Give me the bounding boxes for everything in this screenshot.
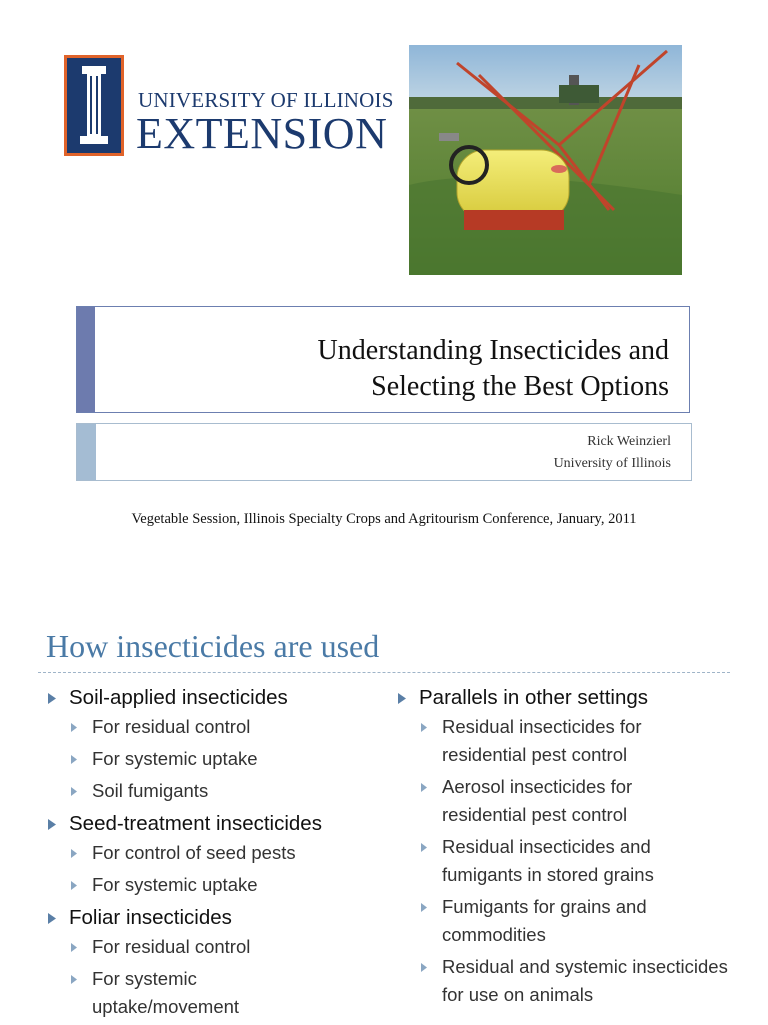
university-logo — [64, 52, 394, 162]
author-name: Rick Weinzierl — [587, 434, 671, 449]
title-box — [76, 306, 690, 413]
subtitle-accent-bar — [77, 424, 96, 480]
triangle-bullet-icon — [48, 809, 60, 839]
bullet-level2: Residual insecticides for residential pest control — [396, 713, 682, 769]
bullet-level2: Soil fumigants — [46, 777, 376, 805]
triangle-bullet-icon — [71, 777, 83, 805]
title-accent-bar — [77, 307, 95, 412]
slide-title-line2: Selecting the Best Options — [371, 371, 669, 402]
slide-title — [318, 333, 669, 405]
slide-title-line1: Understanding Insecticides and — [317, 335, 669, 366]
triangle-bullet-icon — [48, 683, 60, 713]
bullet-level2: Residual insecticides and fumigants in stored grains — [396, 833, 682, 889]
triangle-bullet-icon — [71, 965, 83, 1021]
bullet-group — [46, 903, 376, 1021]
triangle-bullet-icon — [421, 953, 433, 1009]
triangle-bullet-icon — [71, 839, 83, 867]
title-divider — [38, 672, 730, 673]
triangle-bullet-icon — [71, 933, 83, 961]
bullet-level2: For systemic uptake/movement — [46, 965, 292, 1021]
triangle-bullet-icon — [398, 683, 410, 713]
bullet-level2: Fumigants for grains and commodities — [396, 893, 682, 949]
conference-line: Vegetable Session, Illinois Specialty Crops and Agritourism Conference, January, 2011 — [131, 511, 637, 527]
bullet-level2: For residual control — [46, 933, 376, 961]
triangle-bullet-icon — [421, 773, 433, 829]
subtitle-box — [76, 423, 692, 481]
right-column — [396, 683, 736, 1013]
logo-university-text: UNIVERSITY OF ILLINOIS — [138, 88, 394, 112]
bullet-level2: For control of seed pests — [46, 839, 376, 867]
triangle-bullet-icon — [421, 893, 433, 949]
author-block — [554, 431, 671, 475]
triangle-bullet-icon — [71, 745, 83, 773]
bullet-level1: Soil-applied insecticides — [46, 683, 376, 713]
triangle-bullet-icon — [421, 713, 433, 769]
bullet-level2: For residual control — [46, 713, 376, 741]
crop-sprayer-photo — [409, 45, 682, 275]
content-slide — [0, 576, 768, 1024]
logo-extension-text: EXTENSION — [136, 109, 388, 158]
block-i-icon — [64, 55, 124, 156]
author-affiliation: University of Illinois — [553, 456, 671, 471]
bullet-level1: Parallels in other settings — [396, 683, 736, 713]
bullet-level2: Aerosol insecticides for residential pest control — [396, 773, 682, 829]
slide2-title: How insecticides are used — [46, 628, 380, 664]
bullet-group — [396, 683, 736, 1009]
triangle-bullet-icon — [71, 713, 83, 741]
bullet-level1: Foliar insecticides — [46, 903, 376, 933]
bullet-level2: For systemic uptake — [46, 871, 376, 899]
bullet-group — [46, 809, 376, 899]
left-column — [46, 683, 376, 1025]
bullet-group — [46, 683, 376, 805]
bullet-level1: Seed-treatment insecticides — [46, 809, 376, 839]
bullet-level2: For systemic uptake — [46, 745, 376, 773]
bullet-level2: Residual and systemic insecticides for use on animals — [396, 953, 742, 1009]
triangle-bullet-icon — [71, 871, 83, 899]
triangle-bullet-icon — [421, 833, 433, 889]
triangle-bullet-icon — [48, 903, 60, 933]
